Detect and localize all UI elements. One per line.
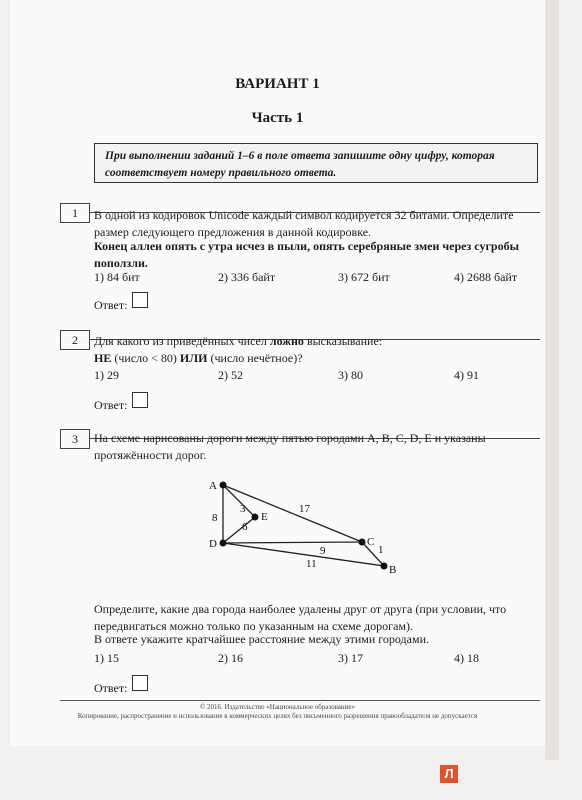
weight-d-b: 11 xyxy=(306,558,317,570)
task-3-option-3: 3) 17 xyxy=(338,651,363,665)
road-graph xyxy=(200,475,420,585)
task-2-text-end: высказывание: xyxy=(303,334,383,348)
page-edge xyxy=(545,0,559,760)
footer-copyright: © 2016. Издательство «Национальное образование» xyxy=(199,703,356,711)
task-1-number: 1 xyxy=(60,203,90,223)
task-3-number: 3 xyxy=(60,429,90,449)
weight-a-c: 17 xyxy=(299,503,310,515)
task-2-number: 2 xyxy=(60,330,90,350)
label-b: B xyxy=(389,564,397,576)
task-2-text-emphasis: ложно xyxy=(269,334,304,348)
task-2-or: ИЛИ xyxy=(179,351,208,365)
task-2-option-1: 1) 29 xyxy=(94,368,119,382)
task-2-text xyxy=(94,333,538,350)
task-2-answer-box[interactable] xyxy=(132,392,148,408)
task-3-question: Определите, какие два города наиболее удалены друг от друга (при условии, что передвигаться можно только по указанным на схеме дорогам). xyxy=(94,602,507,633)
node-b xyxy=(381,563,388,570)
variant-title: ВАРИАНТ 1 xyxy=(235,76,320,92)
node-d xyxy=(220,540,227,547)
task-2-text-part: Для какого из приведённых чисел xyxy=(94,334,270,348)
node-e xyxy=(252,514,259,521)
label-c: C xyxy=(367,536,375,548)
label-d: D xyxy=(209,538,217,550)
edge-d-c xyxy=(223,542,362,543)
task-3-instruction: В ответе укажите кратчайшее расстояние между этими городами. xyxy=(94,632,430,646)
footer-rule xyxy=(60,700,540,701)
task-1-quote: Конец аллеи опять с утра исчез в пыли, опять серебряные змеи через сугробы поползли. xyxy=(94,239,519,270)
task-2-cond-2: (число нечётное)? xyxy=(207,351,303,365)
task-3-option-2: 2) 16 xyxy=(218,651,243,665)
task-1-option-1: 1) 84 бит xyxy=(94,270,140,284)
weight-a-e: 3 xyxy=(240,503,246,515)
task-3-answer-label: Ответ: xyxy=(94,681,128,695)
edge-d-e xyxy=(223,517,255,543)
node-a xyxy=(220,482,227,489)
weight-a-d: 8 xyxy=(212,512,218,524)
task-3-text: На схеме нарисованы дороги между пятью городами A, B, C, D, E и указаны протяжённости дорог. xyxy=(94,431,486,462)
weight-d-e: 6 xyxy=(242,521,248,533)
task-1-option-3: 3) 672 бит xyxy=(338,270,390,284)
task-3-option-1: 1) 15 xyxy=(94,651,119,665)
task-2-not: НЕ xyxy=(94,351,112,365)
label-e: E xyxy=(261,511,268,523)
task-2-option-4: 4) 91 xyxy=(454,368,479,382)
task-2-cond-1: (число < 80) xyxy=(111,351,180,365)
labirint-logo-icon: Л xyxy=(440,765,458,783)
footer-notice: Копирование, распространение и использование в коммерческих целях без письменного разрешения правообладателя не допускается xyxy=(77,712,478,720)
label-a: A xyxy=(209,480,217,492)
task-1-option-2: 2) 336 байт xyxy=(218,270,276,284)
page xyxy=(10,0,545,746)
edge-d-b xyxy=(223,543,384,566)
task-3-answer-box[interactable] xyxy=(132,675,148,691)
task-2-condition xyxy=(94,350,538,367)
task-3-option-4: 4) 18 xyxy=(454,651,479,665)
task-2-answer-label: Ответ: xyxy=(94,398,128,412)
task-2-option-2: 2) 52 xyxy=(218,368,243,382)
task-2-option-3: 3) 80 xyxy=(338,368,363,382)
task-1-answer-box[interactable] xyxy=(132,292,148,308)
instruction-box: При выполнении заданий 1–6 в поле ответа запишите одну цифру, которая соответствует номеру правильного ответа. xyxy=(94,143,538,183)
task-1-answer-label: Ответ: xyxy=(94,298,128,312)
weight-d-c: 9 xyxy=(320,545,326,557)
task-1-text: В одной из кодировок Unicode каждый символ кодируется 32 битами. Определите размер следующего предложения в данной кодировке. xyxy=(94,208,514,239)
edge-a-e xyxy=(223,485,255,517)
weight-c-b: 1 xyxy=(378,544,384,556)
part-title: Часть 1 xyxy=(251,110,304,126)
task-1-option-4: 4) 2688 байт xyxy=(454,270,518,284)
node-c xyxy=(359,539,366,546)
